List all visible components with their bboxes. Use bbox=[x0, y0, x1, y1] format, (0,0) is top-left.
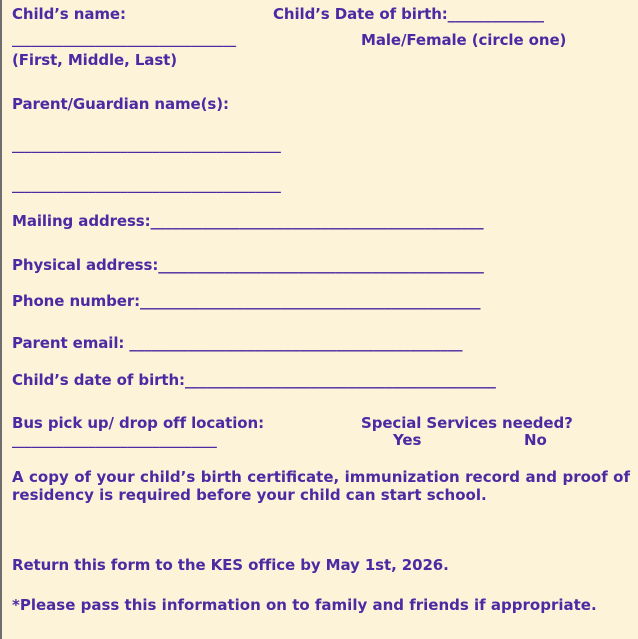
special-services-no[interactable]: No bbox=[524, 431, 547, 449]
documents-note: A copy of your child’s birth certificate, immunization record and proof of residency is required before your child can start school. bbox=[12, 468, 630, 504]
physical-address-field[interactable]: Physical address:____________________________________________ bbox=[12, 256, 484, 274]
share-note: *Please pass this information on to family and friends if appropriate. bbox=[12, 596, 597, 614]
phone-number-field[interactable]: Phone number:______________________________________________ bbox=[12, 292, 481, 310]
child-name-label: Child’s name: bbox=[12, 5, 126, 23]
child-name-field[interactable]: ___________________________________ bbox=[12, 33, 237, 48]
child-dob-header-field[interactable]: Child’s Date of birth:_____________ bbox=[273, 5, 544, 23]
bus-location-field[interactable]: ________________________________ bbox=[12, 434, 217, 449]
guardian-name-field-1[interactable]: __________________________________________ bbox=[12, 139, 281, 154]
return-note: Return this form to the KES office by May 1st, 2026. bbox=[12, 556, 449, 574]
mailing-address-field[interactable]: Mailing address:_____________________________________________ bbox=[12, 212, 484, 230]
guardian-label: Parent/Guardian name(s): bbox=[12, 95, 229, 113]
name-order-hint: (First, Middle, Last) bbox=[12, 51, 177, 69]
special-services-label: Special Services needed? bbox=[361, 414, 573, 432]
special-services-yes[interactable]: Yes bbox=[393, 431, 422, 449]
bus-location-label: Bus pick up/ drop off location: bbox=[12, 414, 264, 432]
gender-label: Male/Female (circle one) bbox=[361, 31, 567, 49]
parent-email-field[interactable]: Parent email: _____________________________________________ bbox=[12, 334, 463, 352]
child-dob-field[interactable]: Child’s date of birth:__________________________________________ bbox=[12, 371, 496, 389]
guardian-name-field-2[interactable]: __________________________________________ bbox=[12, 179, 281, 194]
